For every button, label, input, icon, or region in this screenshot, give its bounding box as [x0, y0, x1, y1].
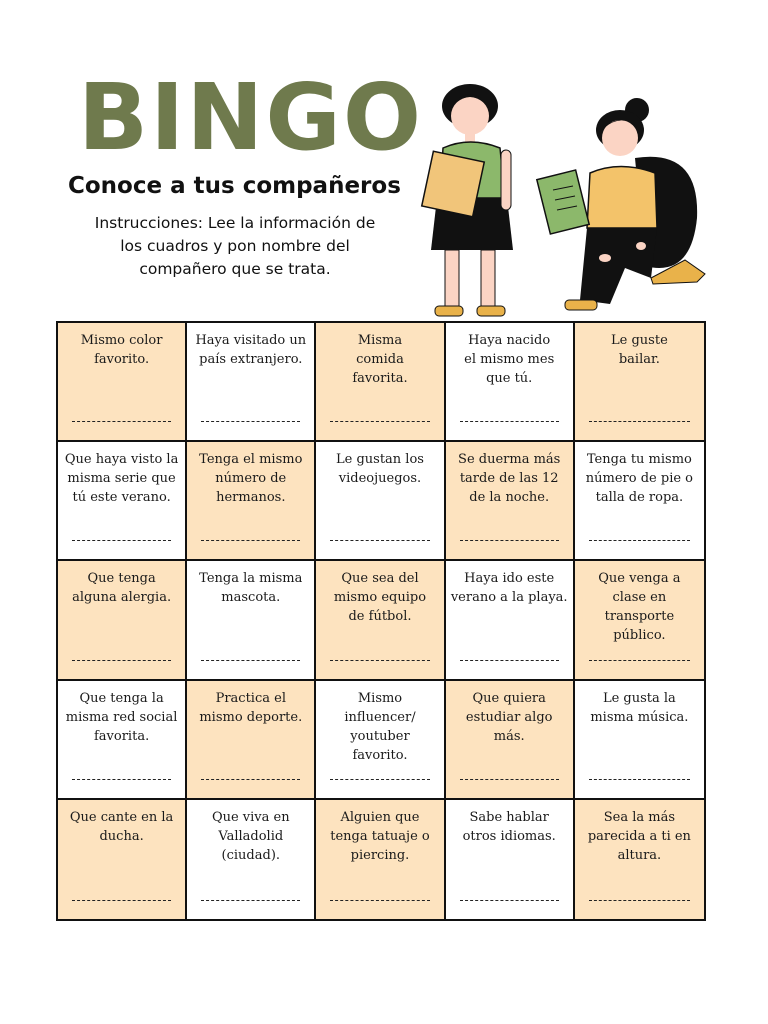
bingo-cell-text: Sabe hablar otros idiomas. [462, 809, 556, 844]
students-illustration [415, 78, 715, 323]
bingo-cell-text: Que quiera estudiar algo más. [465, 690, 553, 744]
name-blank-line[interactable] [460, 779, 559, 780]
bingo-cell-text: Tenga el mismo número de hermanos. [199, 452, 303, 506]
bingo-cell-text: Mismo influencer/ youtuber favorito. [344, 690, 416, 763]
bingo-cell[interactable] [58, 442, 187, 561]
name-blank-line[interactable] [201, 540, 300, 541]
bingo-cell[interactable] [187, 561, 316, 680]
bingo-cell[interactable] [316, 442, 445, 561]
bingo-cell-text: Mismo color favorito. [80, 333, 163, 367]
name-blank-line[interactable] [460, 660, 559, 661]
bingo-cell[interactable] [58, 800, 187, 919]
bingo-cell-text: Que viva en Valladolid (ciudad). [211, 809, 290, 863]
student-left-figure [422, 84, 513, 316]
bingo-cell[interactable] [446, 681, 575, 800]
bingo-cell-text: Haya ido este verano a la playa. [450, 571, 568, 606]
name-blank-line[interactable] [72, 900, 171, 901]
name-blank-line[interactable] [72, 779, 171, 780]
bingo-cell-text: Tenga tu mismo número de pie o talla de ropa. [585, 452, 693, 506]
bingo-cell-text: Se duerma más tarde de las 12 de la noche. [458, 452, 561, 506]
name-blank-line[interactable] [201, 779, 300, 780]
bingo-cell[interactable] [187, 681, 316, 800]
bingo-cell-text: Que tenga alguna alergia. [72, 571, 172, 606]
bingo-cell[interactable] [575, 800, 704, 919]
bingo-cell[interactable] [446, 442, 575, 561]
bingo-cell[interactable] [316, 681, 445, 800]
name-blank-line[interactable] [589, 540, 690, 541]
bingo-grid [56, 321, 706, 921]
name-blank-line[interactable] [460, 421, 559, 422]
name-blank-line[interactable] [589, 779, 690, 780]
name-blank-line[interactable] [589, 660, 690, 661]
name-blank-line[interactable] [72, 660, 171, 661]
bingo-cell[interactable] [446, 561, 575, 680]
bingo-cell-text: Le gusta la misma música. [590, 690, 689, 725]
name-blank-line[interactable] [589, 900, 690, 901]
name-blank-line[interactable] [72, 540, 171, 541]
bingo-cell[interactable] [58, 681, 187, 800]
name-blank-line[interactable] [330, 900, 429, 901]
bingo-cell-text: Haya nacido el mismo mes que tú. [464, 333, 555, 386]
bingo-cell-text: Le gustan los videojuegos. [336, 452, 424, 487]
bingo-cell[interactable] [187, 323, 316, 442]
bingo-cell-text: Misma comida favorita. [352, 333, 408, 386]
student-right-figure [537, 98, 705, 310]
name-blank-line[interactable] [72, 421, 171, 422]
name-blank-line[interactable] [460, 540, 559, 541]
bingo-cell[interactable] [187, 442, 316, 561]
name-blank-line[interactable] [460, 900, 559, 901]
bingo-cell[interactable] [446, 323, 575, 442]
bingo-cell[interactable] [446, 800, 575, 919]
bingo-cell-text: Le guste bailar. [611, 333, 668, 367]
name-blank-line[interactable] [330, 779, 429, 780]
bingo-cell[interactable] [575, 681, 704, 800]
name-blank-line[interactable] [201, 900, 300, 901]
bingo-cell[interactable] [187, 800, 316, 919]
bingo-cell[interactable] [575, 442, 704, 561]
name-blank-line[interactable] [201, 421, 300, 422]
instructions-text: Instrucciones: Lee la información de los cuadros y pon nombre del compañero que se trata. [94, 214, 376, 278]
bingo-cell-text: Practica el mismo deporte. [199, 690, 303, 725]
bingo-cell[interactable] [58, 561, 187, 680]
bingo-cell[interactable] [575, 323, 704, 442]
bingo-cell-text: Sea la más parecida a ti en altura. [587, 809, 691, 863]
bingo-cell-text: Que venga a clase en transporte público. [598, 571, 681, 644]
bingo-cell-text: Que tenga la misma red social favorita. [65, 690, 178, 744]
bingo-cell-text: Que cante en la ducha. [69, 809, 174, 844]
bingo-cell-text: Tenga la misma mascota. [199, 571, 303, 606]
name-blank-line[interactable] [201, 660, 300, 661]
page-subtitle: Conoce a tus compañeros [68, 173, 401, 199]
name-blank-line[interactable] [589, 421, 690, 422]
bingo-title: BINGO [78, 64, 424, 171]
bingo-cell-text: Haya visitado un país extranjero. [195, 333, 307, 367]
bingo-cell[interactable] [575, 561, 704, 680]
name-blank-line[interactable] [330, 421, 429, 422]
bingo-cell-text: Que haya visto la misma serie que tú este verano. [64, 452, 179, 506]
name-blank-line[interactable] [330, 660, 429, 661]
bingo-cell[interactable] [58, 323, 187, 442]
name-blank-line[interactable] [330, 540, 429, 541]
bingo-cell-text: Alguien que tenga tatuaje o piercing. [330, 809, 430, 863]
bingo-cell[interactable] [316, 800, 445, 919]
bingo-cell[interactable] [316, 561, 445, 680]
bingo-cell[interactable] [316, 323, 445, 442]
bingo-cell-text: Que sea del mismo equipo de fútbol. [333, 571, 427, 625]
